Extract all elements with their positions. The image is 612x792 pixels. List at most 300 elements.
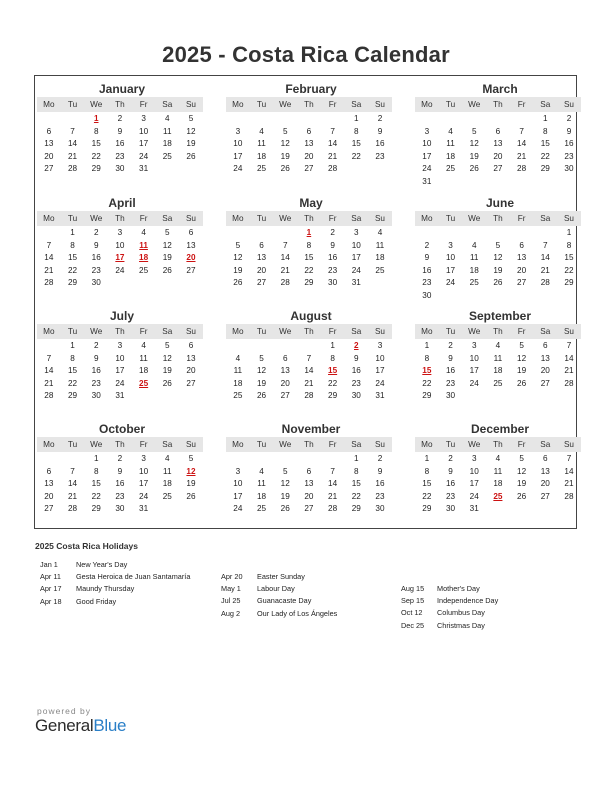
day-cell: 22 bbox=[351, 151, 361, 161]
day-cell: 20 bbox=[493, 151, 503, 161]
day-cell: 28 bbox=[67, 164, 78, 174]
day-cell: 29 bbox=[91, 504, 101, 514]
day-cell: 23 bbox=[115, 491, 125, 501]
day-cell: 24 bbox=[375, 378, 385, 388]
holiday-name: Gesta Heroica de Juan Santamaría bbox=[76, 572, 191, 582]
day-cell: 9 bbox=[448, 353, 453, 363]
weekday-label: Mo bbox=[232, 214, 244, 223]
weekday-label: Th bbox=[493, 440, 503, 449]
holiday-day-cell: 1 bbox=[306, 228, 312, 237]
empty-day-cell bbox=[273, 340, 297, 353]
holiday-column bbox=[221, 571, 337, 620]
weekday-label: Sa bbox=[540, 327, 551, 336]
day-cell: 15 bbox=[91, 139, 101, 149]
empty-day-cell bbox=[61, 453, 85, 466]
day-cell: 12 bbox=[233, 253, 243, 263]
day-cell: 12 bbox=[469, 139, 479, 149]
day-cell: 17 bbox=[469, 366, 479, 376]
holiday-day-cell: 15 bbox=[422, 366, 432, 376]
day-cell: 2 bbox=[377, 114, 383, 123]
day-cell: 13 bbox=[493, 139, 503, 149]
day-cell: 8 bbox=[330, 353, 335, 363]
empty-day-cell bbox=[273, 113, 297, 126]
day-cell: 5 bbox=[495, 240, 501, 250]
weekday-label: Th bbox=[493, 327, 503, 336]
day-cell: 27 bbox=[540, 378, 550, 388]
day-cell: 1 bbox=[354, 454, 359, 463]
day-cell: 24 bbox=[139, 491, 149, 501]
day-cell: 25 bbox=[493, 378, 503, 388]
brand-logo[interactable] bbox=[35, 716, 126, 736]
weekday-label: Sa bbox=[162, 100, 173, 109]
month-name: December bbox=[470, 422, 530, 436]
day-cell: 18 bbox=[162, 139, 172, 149]
weekday-label: Fr bbox=[139, 214, 148, 223]
day-cell: 7 bbox=[330, 126, 335, 136]
day-cell: 12 bbox=[517, 353, 527, 363]
day-cell: 29 bbox=[351, 504, 361, 514]
day-cell: 31 bbox=[139, 164, 149, 174]
day-cell: 28 bbox=[564, 491, 574, 501]
day-cell: 28 bbox=[44, 278, 54, 288]
weekday-label: Su bbox=[374, 214, 385, 223]
day-cell: 25 bbox=[162, 491, 172, 501]
day-cell: 20 bbox=[304, 151, 314, 161]
day-cell: 6 bbox=[188, 341, 194, 350]
weekday-label: Tu bbox=[445, 100, 456, 109]
day-cell: 15 bbox=[351, 139, 361, 149]
day-cell: 3 bbox=[377, 341, 383, 350]
day-cell: 20 bbox=[186, 366, 196, 376]
month-name: April bbox=[108, 196, 136, 210]
weekday-header bbox=[226, 437, 392, 452]
day-cell: 9 bbox=[566, 126, 572, 136]
weekday-label: Fr bbox=[139, 327, 148, 336]
day-cell: 11 bbox=[446, 139, 455, 149]
day-cell: 23 bbox=[91, 265, 101, 275]
day-cell: 5 bbox=[235, 240, 241, 250]
empty-day-cell bbox=[439, 113, 463, 126]
day-cell: 3 bbox=[471, 454, 477, 463]
day-cell: 27 bbox=[304, 504, 314, 514]
day-cell: 13 bbox=[280, 366, 290, 376]
day-cell: 26 bbox=[280, 164, 290, 174]
weekday-label: We bbox=[468, 327, 481, 336]
day-cell: 1 bbox=[566, 228, 572, 237]
day-cell: 5 bbox=[165, 228, 170, 237]
weekday-header bbox=[226, 97, 392, 112]
day-cell: 10 bbox=[115, 353, 125, 363]
day-cell: 9 bbox=[117, 466, 123, 476]
holiday-name: New Year's Day bbox=[76, 560, 128, 569]
day-cell: 26 bbox=[517, 491, 527, 501]
day-cell: 23 bbox=[564, 151, 574, 161]
holiday-item bbox=[401, 620, 498, 632]
empty-day-cell bbox=[250, 113, 274, 126]
day-cell: 29 bbox=[540, 164, 550, 174]
day-cell: 31 bbox=[422, 176, 432, 186]
day-cell: 20 bbox=[280, 378, 290, 388]
month-october bbox=[37, 422, 203, 516]
day-cell: 8 bbox=[93, 126, 99, 136]
holiday-item bbox=[221, 583, 337, 595]
empty-day-cell bbox=[297, 453, 321, 466]
weekday-header bbox=[415, 437, 581, 452]
day-cell: 6 bbox=[188, 228, 194, 237]
day-cell: 24 bbox=[351, 265, 361, 275]
empty-day-cell bbox=[462, 227, 486, 240]
month-june bbox=[415, 196, 581, 303]
holiday-name: Easter Sunday bbox=[257, 572, 305, 581]
day-cell: 27 bbox=[44, 164, 54, 174]
day-cell: 14 bbox=[44, 366, 54, 376]
day-cell: 5 bbox=[259, 353, 264, 363]
day-cell: 3 bbox=[117, 341, 123, 350]
month-december bbox=[415, 422, 581, 516]
weekday-label: Mo bbox=[421, 214, 433, 223]
day-cell: 27 bbox=[540, 491, 550, 501]
day-cell: 12 bbox=[162, 353, 172, 363]
holiday-name: Independence Day bbox=[437, 596, 499, 606]
day-cell: 16 bbox=[564, 139, 574, 149]
day-cell: 3 bbox=[471, 341, 477, 350]
day-cell: 24 bbox=[115, 265, 125, 275]
weekday-label: Su bbox=[563, 100, 574, 109]
day-cell: 14 bbox=[564, 353, 574, 363]
day-cell: 10 bbox=[139, 126, 149, 136]
day-cell: 4 bbox=[141, 228, 146, 237]
day-cell: 31 bbox=[375, 391, 385, 401]
day-cell: 21 bbox=[328, 491, 338, 501]
month-november bbox=[226, 422, 392, 516]
day-cell: 7 bbox=[70, 466, 75, 476]
day-cell: 21 bbox=[304, 378, 314, 388]
weekday-label: Sa bbox=[351, 327, 362, 336]
day-cell: 29 bbox=[67, 391, 78, 401]
empty-day-cell bbox=[273, 453, 297, 466]
day-cell: 4 bbox=[495, 341, 501, 350]
day-cell: 7 bbox=[566, 341, 572, 350]
day-cell: 14 bbox=[540, 253, 550, 263]
holiday-date: Apr 17 bbox=[40, 584, 62, 594]
weekday-label: Fr bbox=[139, 100, 148, 109]
day-cell: 29 bbox=[422, 504, 432, 514]
month-february bbox=[226, 82, 392, 176]
holiday-date: Oct 12 bbox=[401, 608, 423, 618]
weekday-label: Th bbox=[304, 214, 314, 223]
day-cell: 9 bbox=[93, 353, 99, 363]
weekday-label: We bbox=[279, 100, 292, 109]
day-cell: 4 bbox=[259, 466, 264, 476]
day-cell: 8 bbox=[543, 126, 548, 136]
day-cell: 14 bbox=[304, 366, 314, 376]
day-cell: 28 bbox=[280, 278, 290, 288]
day-cell: 18 bbox=[445, 151, 456, 161]
month-name: August bbox=[290, 309, 332, 323]
day-cell: 25 bbox=[469, 278, 479, 288]
day-cell: 21 bbox=[540, 265, 550, 275]
day-cell: 15 bbox=[351, 479, 361, 489]
day-cell: 13 bbox=[517, 253, 527, 263]
day-cell: 20 bbox=[540, 366, 550, 376]
day-cell: 20 bbox=[44, 151, 54, 161]
day-cell: 27 bbox=[186, 265, 196, 275]
day-grid bbox=[226, 340, 392, 403]
day-cell: 27 bbox=[304, 164, 314, 174]
weekday-label: Mo bbox=[421, 327, 433, 336]
empty-day-cell bbox=[226, 227, 250, 240]
weekday-label: Sa bbox=[540, 214, 551, 223]
empty-day-cell bbox=[297, 340, 321, 353]
day-cell: 28 bbox=[67, 504, 78, 514]
day-cell: 6 bbox=[543, 454, 548, 463]
day-cell: 16 bbox=[328, 253, 338, 263]
empty-day-cell bbox=[462, 113, 486, 126]
weekday-label: Sa bbox=[162, 440, 173, 449]
day-cell: 17 bbox=[233, 491, 243, 501]
day-cell: 10 bbox=[469, 353, 479, 363]
day-cell: 22 bbox=[304, 265, 314, 275]
day-cell: 20 bbox=[540, 479, 550, 489]
day-cell: 21 bbox=[517, 151, 527, 161]
weekday-label: Sa bbox=[162, 327, 173, 336]
day-cell: 5 bbox=[282, 126, 288, 136]
weekday-label: Tu bbox=[67, 214, 78, 223]
day-cell: 7 bbox=[566, 454, 572, 463]
day-cell: 17 bbox=[445, 265, 456, 275]
day-cell: 16 bbox=[351, 366, 361, 376]
day-cell: 14 bbox=[44, 253, 54, 263]
day-cell: 16 bbox=[91, 253, 101, 263]
day-cell: 13 bbox=[540, 466, 550, 476]
day-cell: 3 bbox=[235, 466, 241, 476]
weekday-label: Sa bbox=[351, 100, 362, 109]
day-cell: 15 bbox=[304, 253, 314, 263]
day-cell: 9 bbox=[448, 466, 453, 476]
day-cell: 18 bbox=[256, 151, 267, 161]
weekday-label: Tu bbox=[256, 214, 267, 223]
holiday-item bbox=[40, 583, 190, 595]
day-cell: 6 bbox=[495, 126, 501, 136]
day-cell: 11 bbox=[233, 366, 243, 376]
day-cell: 23 bbox=[445, 378, 456, 388]
day-cell: 1 bbox=[93, 454, 99, 463]
month-name: September bbox=[468, 309, 532, 323]
weekday-label: Su bbox=[374, 100, 385, 109]
day-grid bbox=[37, 113, 203, 176]
holiday-date: Apr 20 bbox=[221, 572, 243, 581]
empty-day-cell bbox=[510, 227, 534, 240]
day-cell: 10 bbox=[469, 466, 479, 476]
day-cell: 22 bbox=[422, 491, 432, 501]
day-cell: 7 bbox=[46, 353, 52, 363]
day-cell: 30 bbox=[375, 504, 385, 514]
weekday-label: Sa bbox=[351, 440, 362, 449]
day-cell: 22 bbox=[351, 491, 361, 501]
day-cell: 4 bbox=[141, 341, 146, 350]
day-cell: 18 bbox=[256, 491, 267, 501]
day-cell: 30 bbox=[564, 164, 574, 174]
day-cell: 5 bbox=[188, 454, 194, 463]
day-cell: 1 bbox=[543, 114, 548, 123]
day-cell: 8 bbox=[566, 240, 572, 250]
empty-day-cell bbox=[510, 113, 534, 126]
weekday-label: We bbox=[279, 440, 292, 449]
day-cell: 25 bbox=[256, 504, 267, 514]
day-cell: 5 bbox=[519, 341, 524, 350]
day-cell: 6 bbox=[282, 353, 288, 363]
day-cell: 31 bbox=[139, 504, 149, 514]
day-cell: 18 bbox=[493, 366, 503, 376]
holiday-item bbox=[40, 571, 190, 583]
weekday-header bbox=[415, 324, 581, 339]
month-name: June bbox=[485, 196, 514, 210]
day-cell: 1 bbox=[70, 341, 75, 350]
day-cell: 26 bbox=[280, 504, 290, 514]
day-cell: 15 bbox=[67, 366, 78, 376]
day-cell: 22 bbox=[91, 491, 101, 501]
day-cell: 26 bbox=[186, 491, 196, 501]
day-cell: 10 bbox=[445, 253, 456, 263]
weekday-label: Th bbox=[304, 327, 314, 336]
day-cell: 16 bbox=[375, 139, 385, 149]
day-cell: 19 bbox=[493, 265, 503, 275]
holiday-date: May 1 bbox=[221, 584, 241, 594]
day-cell: 4 bbox=[235, 353, 241, 363]
day-cell: 27 bbox=[280, 391, 290, 401]
day-cell: 21 bbox=[280, 265, 290, 275]
day-cell: 23 bbox=[115, 151, 125, 161]
day-cell: 11 bbox=[493, 353, 503, 363]
holiday-date: Aug 2 bbox=[221, 608, 241, 618]
day-cell: 8 bbox=[93, 466, 99, 476]
weekday-label: Fr bbox=[328, 327, 337, 336]
day-cell: 13 bbox=[304, 139, 314, 149]
weekday-header bbox=[37, 97, 203, 112]
day-cell: 11 bbox=[257, 479, 266, 489]
day-cell: 17 bbox=[139, 479, 149, 489]
day-cell: 15 bbox=[67, 253, 78, 263]
day-cell: 30 bbox=[115, 504, 125, 514]
weekday-header bbox=[37, 211, 203, 226]
day-cell: 16 bbox=[422, 265, 432, 275]
day-cell: 23 bbox=[351, 378, 361, 388]
weekday-label: Tu bbox=[256, 327, 267, 336]
day-cell: 30 bbox=[445, 391, 456, 401]
day-cell: 19 bbox=[186, 139, 196, 149]
day-cell: 11 bbox=[163, 466, 172, 476]
day-cell: 26 bbox=[186, 151, 196, 161]
day-cell: 1 bbox=[70, 228, 75, 237]
day-cell: 12 bbox=[186, 126, 196, 136]
weekday-label: Su bbox=[563, 214, 574, 223]
day-cell: 20 bbox=[517, 265, 527, 275]
day-cell: 23 bbox=[445, 491, 456, 501]
month-name: October bbox=[98, 422, 145, 436]
day-cell: 14 bbox=[67, 139, 78, 149]
holiday-column bbox=[40, 559, 190, 608]
day-cell: 14 bbox=[564, 466, 574, 476]
weekday-label: Tu bbox=[256, 440, 267, 449]
month-march bbox=[415, 82, 581, 189]
day-cell: 27 bbox=[44, 504, 54, 514]
day-cell: 2 bbox=[377, 454, 383, 463]
empty-day-cell bbox=[250, 453, 274, 466]
weekday-label: Sa bbox=[162, 214, 173, 223]
day-grid bbox=[226, 227, 392, 290]
empty-day-cell bbox=[226, 453, 250, 466]
holidays-title: 2025 Costa Rica Holidays bbox=[35, 541, 138, 551]
weekday-label: We bbox=[90, 100, 103, 109]
day-cell: 19 bbox=[517, 479, 527, 489]
day-cell: 15 bbox=[564, 253, 574, 263]
day-cell: 29 bbox=[328, 391, 338, 401]
day-cell: 19 bbox=[186, 479, 196, 489]
day-cell: 11 bbox=[493, 466, 503, 476]
day-cell: 28 bbox=[540, 278, 550, 288]
day-cell: 6 bbox=[46, 126, 52, 136]
empty-day-cell bbox=[61, 113, 85, 126]
day-cell: 6 bbox=[306, 126, 312, 136]
weekday-label: Tu bbox=[445, 214, 456, 223]
day-cell: 21 bbox=[44, 378, 54, 388]
day-cell: 14 bbox=[328, 139, 338, 149]
day-cell: 1 bbox=[424, 341, 430, 350]
day-cell: 19 bbox=[280, 151, 290, 161]
day-cell: 16 bbox=[115, 139, 125, 149]
empty-day-cell bbox=[415, 113, 439, 126]
day-cell: 26 bbox=[517, 378, 527, 388]
day-cell: 25 bbox=[256, 164, 267, 174]
day-cell: 30 bbox=[115, 164, 125, 174]
day-cell: 1 bbox=[354, 114, 359, 123]
weekday-label: Th bbox=[115, 214, 125, 223]
day-cell: 6 bbox=[259, 240, 264, 250]
day-cell: 2 bbox=[330, 228, 335, 237]
day-cell: 26 bbox=[162, 378, 172, 388]
holiday-day-cell: 11 bbox=[139, 240, 148, 250]
weekday-label: We bbox=[468, 100, 481, 109]
weekday-label: Mo bbox=[232, 100, 244, 109]
weekday-label: Tu bbox=[445, 327, 456, 336]
day-cell: 17 bbox=[375, 366, 385, 376]
empty-day-cell bbox=[37, 113, 61, 126]
holiday-day-cell: 25 bbox=[493, 491, 503, 501]
day-cell: 10 bbox=[233, 479, 243, 489]
day-cell: 19 bbox=[469, 151, 479, 161]
holiday-date: Jan 1 bbox=[40, 560, 58, 569]
day-cell: 25 bbox=[139, 265, 149, 275]
empty-day-cell bbox=[415, 227, 439, 240]
holiday-day-cell: 18 bbox=[139, 253, 149, 263]
day-cell: 21 bbox=[328, 151, 338, 161]
day-cell: 10 bbox=[233, 139, 243, 149]
day-cell: 22 bbox=[564, 265, 574, 275]
day-cell: 22 bbox=[422, 378, 432, 388]
empty-day-cell bbox=[486, 227, 510, 240]
holiday-name: Christmas Day bbox=[437, 620, 485, 630]
holiday-name: Mother's Day bbox=[437, 584, 480, 593]
weekday-label: Fr bbox=[517, 100, 526, 109]
day-cell: 25 bbox=[375, 265, 385, 275]
holiday-day-cell: 20 bbox=[186, 253, 196, 263]
day-cell: 23 bbox=[422, 278, 432, 288]
day-cell: 15 bbox=[422, 479, 432, 489]
day-cell: 18 bbox=[139, 366, 149, 376]
holiday-name: Labour Day bbox=[257, 584, 295, 594]
day-cell: 24 bbox=[469, 378, 479, 388]
weekday-label: Mo bbox=[43, 100, 55, 109]
